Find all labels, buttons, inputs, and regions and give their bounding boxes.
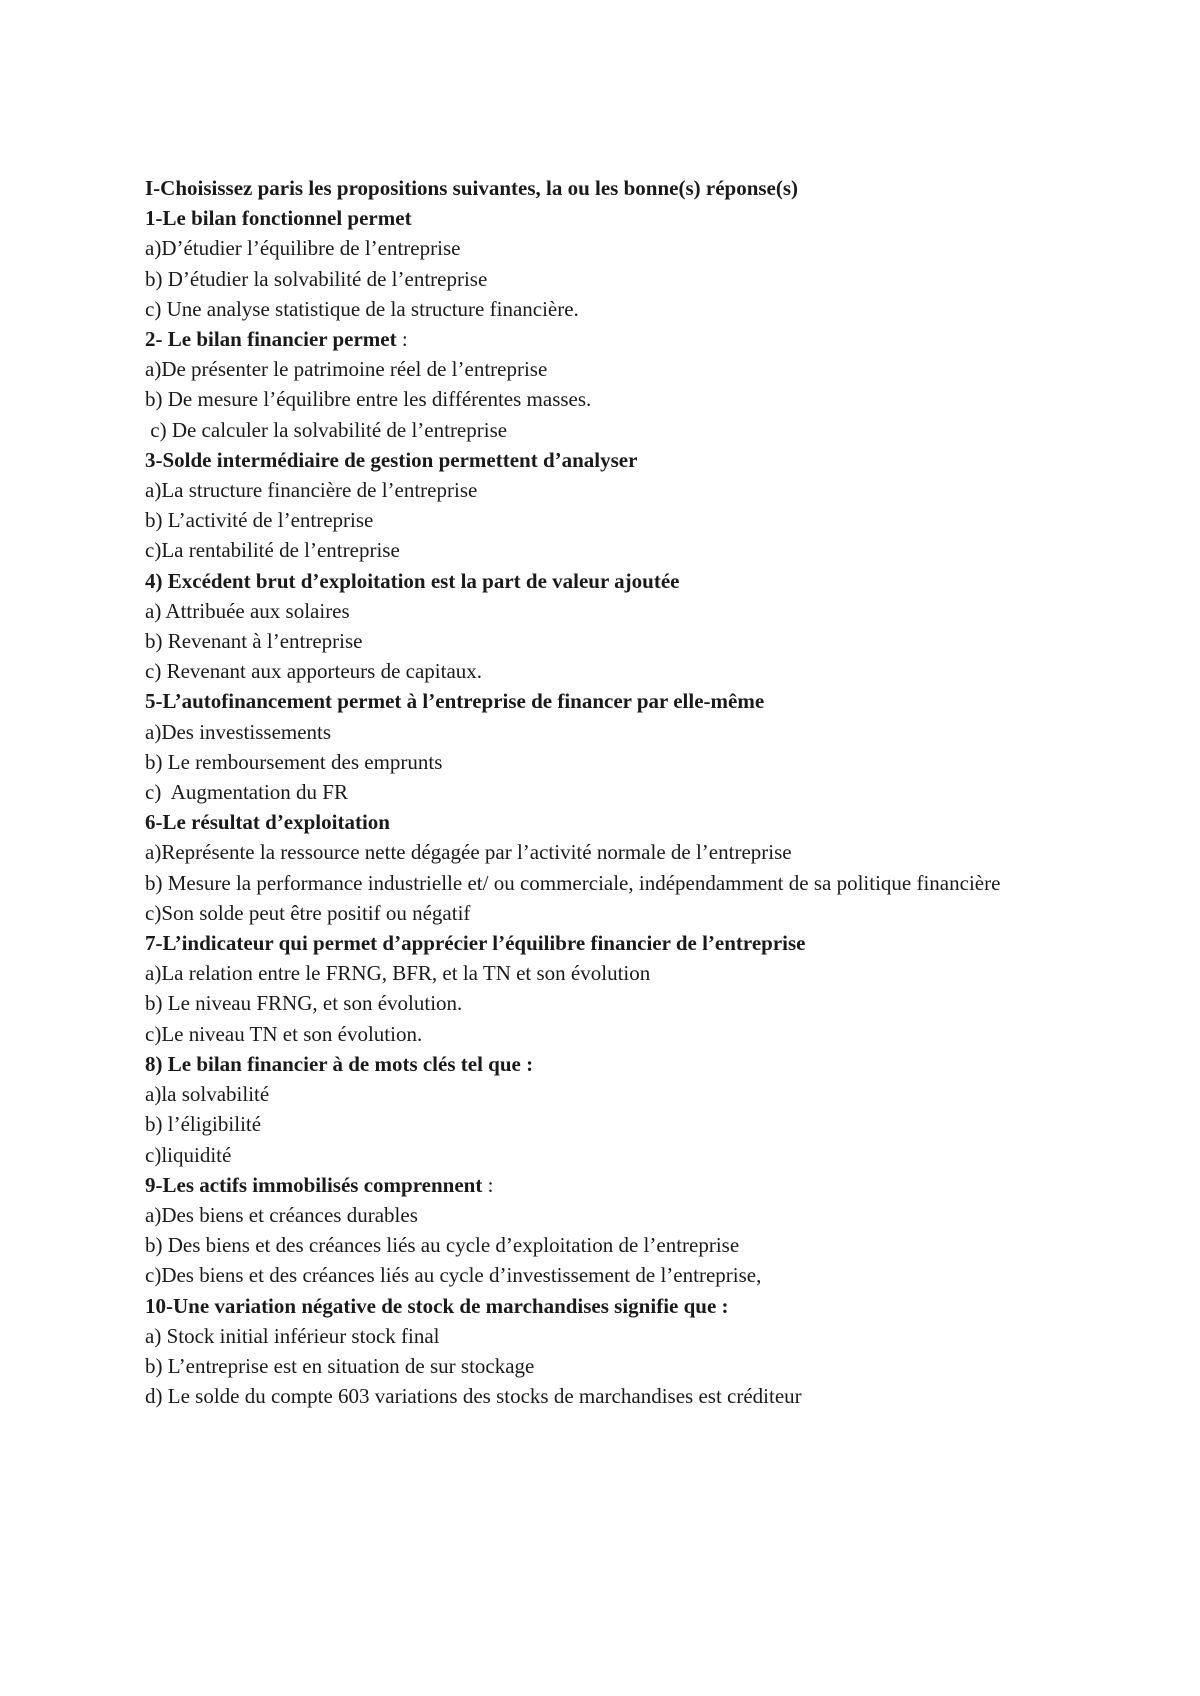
question-option: b) Mesure la performance industrielle et/ ou commerciale, indépendamment de sa politique financière — [145, 870, 1001, 895]
question-option: b) Des biens et des créances liés au cycle d’exploitation de l’entreprise — [145, 1233, 740, 1258]
question-option: b) l’éligibilité — [145, 1112, 262, 1137]
question-option: c) Augmentation du FR — [145, 780, 348, 805]
question-option: c) De calculer la solvabilité de l’entreprise — [145, 417, 508, 442]
question-title-text: 7-L’indicateur qui permet d’apprécier l’équilibre financier de l’entreprise — [145, 931, 806, 956]
question-option: c)La rentabilité de l’entreprise — [145, 538, 400, 563]
question-option: a) Attribuée aux solaires — [145, 598, 350, 623]
question-title-suffix: : — [482, 1172, 494, 1197]
question-option: a)Représente la ressource nette dégagée par l’activité normale de l’entreprise — [145, 840, 792, 865]
question-title — [145, 686, 1045, 716]
question-title — [145, 1291, 1045, 1321]
question-title-text: 3-Solde intermédiaire de gestion permettent d’analyser — [145, 447, 638, 472]
question-title — [145, 928, 1045, 958]
question-option: a)La relation entre le FRNG, BFR, et la TN et son évolution — [145, 961, 651, 986]
question-title — [145, 807, 1045, 837]
question-option: b) De mesure l’équilibre entre les différentes masses. — [145, 387, 592, 412]
question-option: b) Le remboursement des emprunts — [145, 749, 443, 774]
question-option: b) D’étudier la solvabilité de l’entreprise — [145, 266, 488, 291]
question-option: c) Revenant aux apporteurs de capitaux. — [145, 659, 483, 684]
question-option: b) Revenant à l’entreprise — [145, 629, 363, 654]
question-title — [145, 1049, 1045, 1079]
question-option: b) L’activité de l’entreprise — [145, 508, 374, 533]
question-title-text: 9-Les actifs immobilisés comprennent — [145, 1172, 483, 1197]
question-title-text: 1-Le bilan fonctionnel permet — [145, 206, 412, 231]
question-option: a)Des investissements — [145, 719, 332, 744]
question-option: a)Des biens et créances durables — [145, 1202, 418, 1227]
question-option: c)Le niveau TN et son évolution. — [145, 1021, 423, 1046]
question-title — [145, 203, 1045, 233]
question-title — [145, 324, 1045, 354]
question-option: a)De présenter le patrimoine réel de l’entreprise — [145, 357, 548, 382]
question-option: a)La structure financière de l’entreprise — [145, 478, 478, 503]
document-body — [145, 173, 1045, 1411]
question-title-text: 6-Le résultat d’exploitation — [145, 810, 390, 835]
question-title — [145, 445, 1045, 475]
question-title-text: 2- Le bilan financier permet — [145, 327, 397, 352]
question-option: b) Le niveau FRNG, et son évolution. — [145, 991, 463, 1016]
question-option: c) Une analyse statistique de la structure financière. — [145, 296, 579, 321]
question-option: b) L’entreprise est en situation de sur stockage — [145, 1353, 535, 1378]
document-heading: I-Choisissez paris les propositions suivantes, la ou les bonne(s) réponse(s) — [145, 176, 799, 200]
question-option: a)D’étudier l’équilibre de l’entreprise — [145, 236, 461, 261]
question-title — [145, 1170, 1045, 1200]
question-option: a) Stock initial inférieur stock final — [145, 1323, 440, 1348]
question-title-text: 10-Une variation négative de stock de marchandises signifie que : — [145, 1293, 729, 1318]
question-title — [145, 566, 1045, 596]
question-title-text: 4) Excédent brut d’exploitation est la part de valeur ajoutée — [145, 568, 680, 593]
question-title-text: 8) Le bilan financier à de mots clés tel que : — [145, 1051, 534, 1076]
question-option: a)la solvabilité — [145, 1082, 270, 1107]
question-title-suffix: : — [396, 327, 408, 352]
question-option: d) Le solde du compte 603 variations des stocks de marchandises est créditeur — [145, 1384, 802, 1409]
question-option: c)liquidité — [145, 1142, 232, 1167]
question-option: c)Des biens et des créances liés au cycle d’investissement de l’entreprise, — [145, 1263, 762, 1288]
question-title-text: 5-L’autofinancement permet à l’entreprise de financer par elle-même — [145, 689, 765, 714]
question-option: c)Son solde peut être positif ou négatif — [145, 900, 471, 925]
